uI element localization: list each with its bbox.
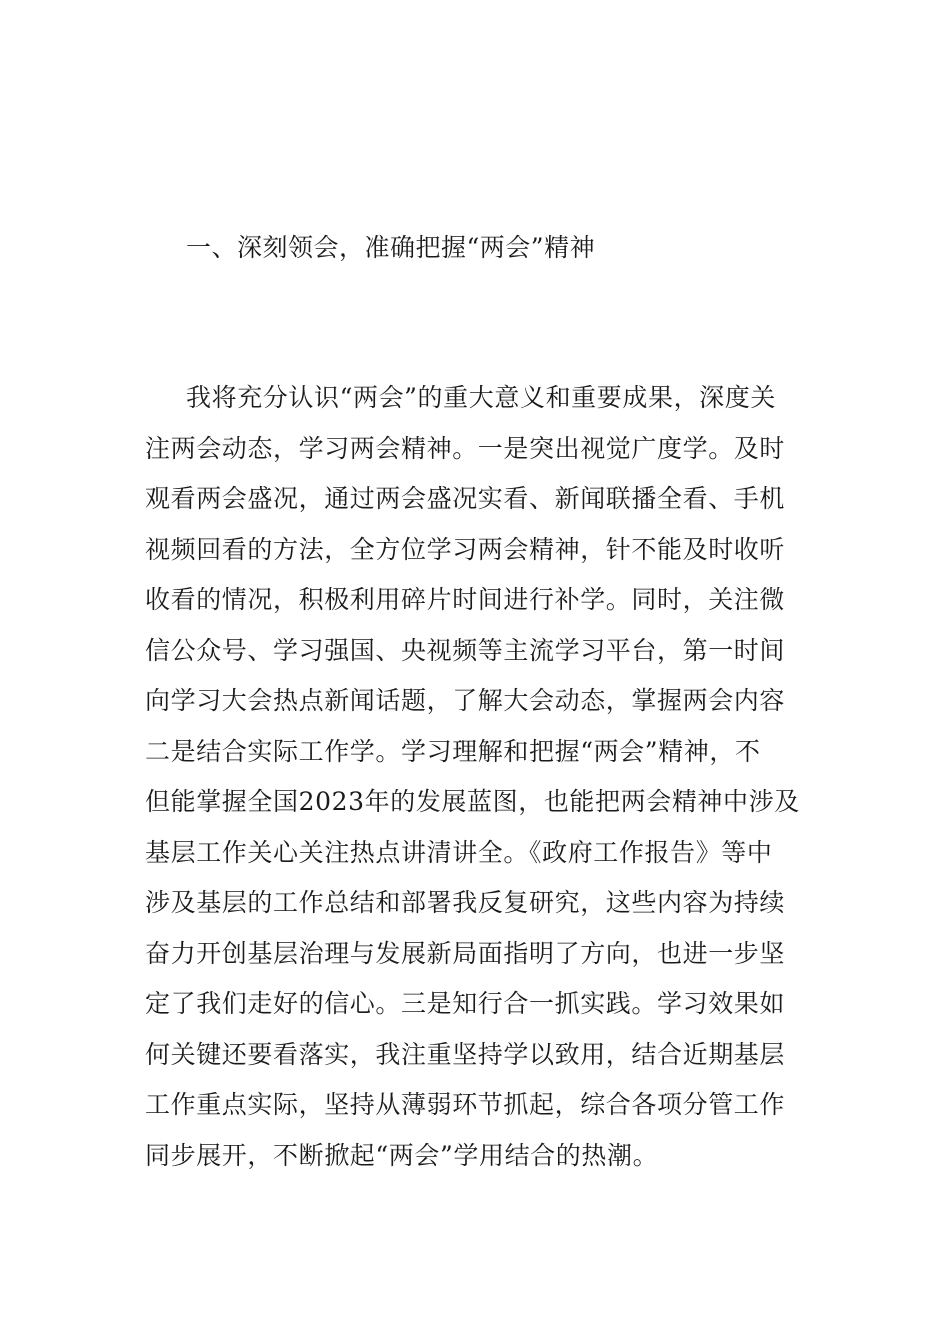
paragraph-line: 注两会动态，学习两会精神。一是突出视觉广度学。及时: [145, 433, 786, 463]
paragraph-line: 奋力开创基层治理与发展新局面指明了方向，也进一步坚: [145, 938, 786, 968]
paragraph-line: 向学习大会热点新闻话题，了解大会动态，掌握两会内容: [145, 686, 786, 715]
paragraph-line: 工作重点实际，坚持从薄弱环节抓起，综合各项分管工作: [145, 1090, 786, 1119]
body-paragraph: [145, 378, 815, 1186]
paragraph-line: 何关键还要看落实，我注重坚持学以致用，结合近期基层: [145, 1039, 786, 1069]
paragraph-line: 二是结合实际工作学。学习理解和把握“两会”精神，不: [145, 736, 761, 766]
paragraph-line: 收看的情况，积极利用碎片时间进行补学。同时，关注微: [145, 585, 786, 614]
paragraph-line: 同步展开，不断掀起“两会”学用结合的热潮。: [145, 1140, 659, 1170]
paragraph-line: 但能掌握全国2023年的发展蓝图，也能把两会精神中涉及: [145, 787, 800, 816]
paragraph-line: 涉及基层的工作总结和部署我反复研究，这些内容为持续: [145, 888, 786, 917]
paragraph-line: 基层工作关心关注热点讲清讲全。《政府工作报告》等中: [145, 837, 773, 867]
paragraph-line: 信公众号、学习强国、央视频等主流学习平台，第一时间: [145, 635, 786, 665]
paragraph-line: 定了我们走好的信心。三是知行合一抓实践。学习效果如: [145, 989, 786, 1018]
section-heading: 一、深刻领会，准确把握“两会”精神: [186, 233, 596, 262]
paragraph-line: 观看两会盛况，通过两会盛况实看、新闻联播全看、手机: [145, 484, 786, 513]
paragraph-line: 我将充分认识“两会”的重大意义和重要成果，深度关: [186, 383, 776, 412]
paragraph-line: 视频回看的方法，全方位学习两会精神，针不能及时收听: [145, 534, 786, 564]
